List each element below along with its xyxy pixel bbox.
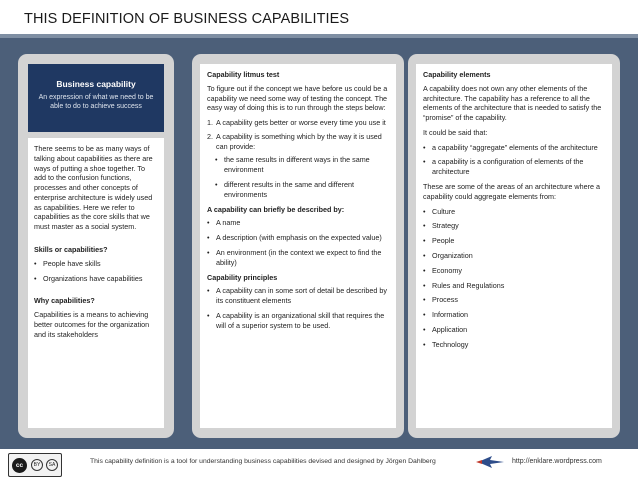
footer-link[interactable]: http://enklare.wordpress.com [512, 458, 602, 465]
why-text: Capabilities is a means to achieving better outcomes for the organization and its stakeholders [34, 310, 150, 339]
list-item: • Culture [423, 206, 456, 216]
step-item: 1. A capability gets better or worse every time you use it [207, 118, 386, 128]
list-item: • a capability is a configuration of elements of the architecture [423, 157, 584, 177]
list-item: • A capability can in some sort of detail be described by its constituent elements [207, 286, 387, 306]
arrow-logo-icon [476, 454, 506, 470]
elements-text-3: These are some of the areas of an architecture where a capability could aggregate elements from: [423, 182, 600, 201]
list-item: • People [423, 236, 455, 246]
list-item: • different results in the same and different environments [215, 180, 354, 199]
step-item: 2. A capability is something which by the way it is used can provide: [207, 131, 382, 151]
footer-credit: This capability definition is a tool for understanding business capabilities devised and designed by Jörgen Dahlberg [90, 458, 436, 465]
litmus-heading: Capability litmus test [207, 70, 280, 79]
cc-icon: cc [12, 458, 27, 473]
attribution-icon: BY [31, 459, 43, 471]
list-item: • Organizations have capabilities [34, 273, 143, 283]
share-alike-icon: SA [46, 459, 58, 471]
elements-text-1: A capability does not own any other elements of the architecture. The capability has a reference to all the elements of the architecture that is needed to satisfy the “promise” of the capability. [423, 83, 602, 123]
list-item: • A description (with emphasis on the expected value) [207, 233, 382, 243]
column-3-card [416, 64, 612, 428]
list-item: • An environment (in the context we expect to find the ability) [207, 247, 382, 267]
litmus-intro: To figure out if the concept we have before us could be a capability we need some way of testing the concept. The easy way of doing this is to run through the steps below: [207, 83, 388, 113]
business-capability-title: Business capability [56, 79, 136, 89]
elements-text-2: It could be said that: [423, 127, 488, 137]
list-item: • A name [207, 218, 241, 228]
elements-heading: Capability elements [423, 70, 491, 79]
list-item: • Strategy [423, 221, 459, 231]
column-1-card [28, 138, 164, 428]
creative-commons-badge[interactable] [8, 453, 62, 477]
list-item: • the same results in different ways in the same environment [215, 155, 370, 175]
page-title: THIS DEFINITION OF BUSINESS CAPABILITIES [24, 11, 350, 27]
list-item: • Process [423, 295, 458, 305]
principles-heading: Capability principles [207, 272, 278, 282]
described-heading: A capability can briefly be described by: [207, 204, 345, 214]
list-item: • Technology [423, 339, 469, 349]
column-2-card [200, 64, 396, 428]
intro-text: There seems to be as many ways of talking about capabilities as there are ways of putting a shoe together. To add to the confusion functions, processes and other concepts of enterprise architecture is widely used as capabilities. Here we refer to capabilities as the core skills that we must master as a social system. [34, 144, 153, 232]
list-item: • Organization [423, 250, 473, 260]
list-item: • Information [423, 310, 468, 320]
list-item: • Application [423, 324, 468, 334]
skills-heading: Skills or capabilities? [34, 245, 108, 255]
list-item: • People have skills [34, 258, 101, 268]
business-capability-subtitle: An expression of what we need to be able to do to achieve success [38, 94, 154, 111]
list-item: • a capability “aggregate” elements of the architecture [423, 142, 598, 152]
why-heading: Why capabilities? [34, 296, 95, 306]
list-item: • Economy [423, 265, 462, 275]
list-item: • A capability is an organizational skill that requires the will of a superior system to be used. [207, 310, 385, 330]
list-item: • Rules and Regulations [423, 280, 505, 290]
business-capability-box [28, 64, 164, 132]
